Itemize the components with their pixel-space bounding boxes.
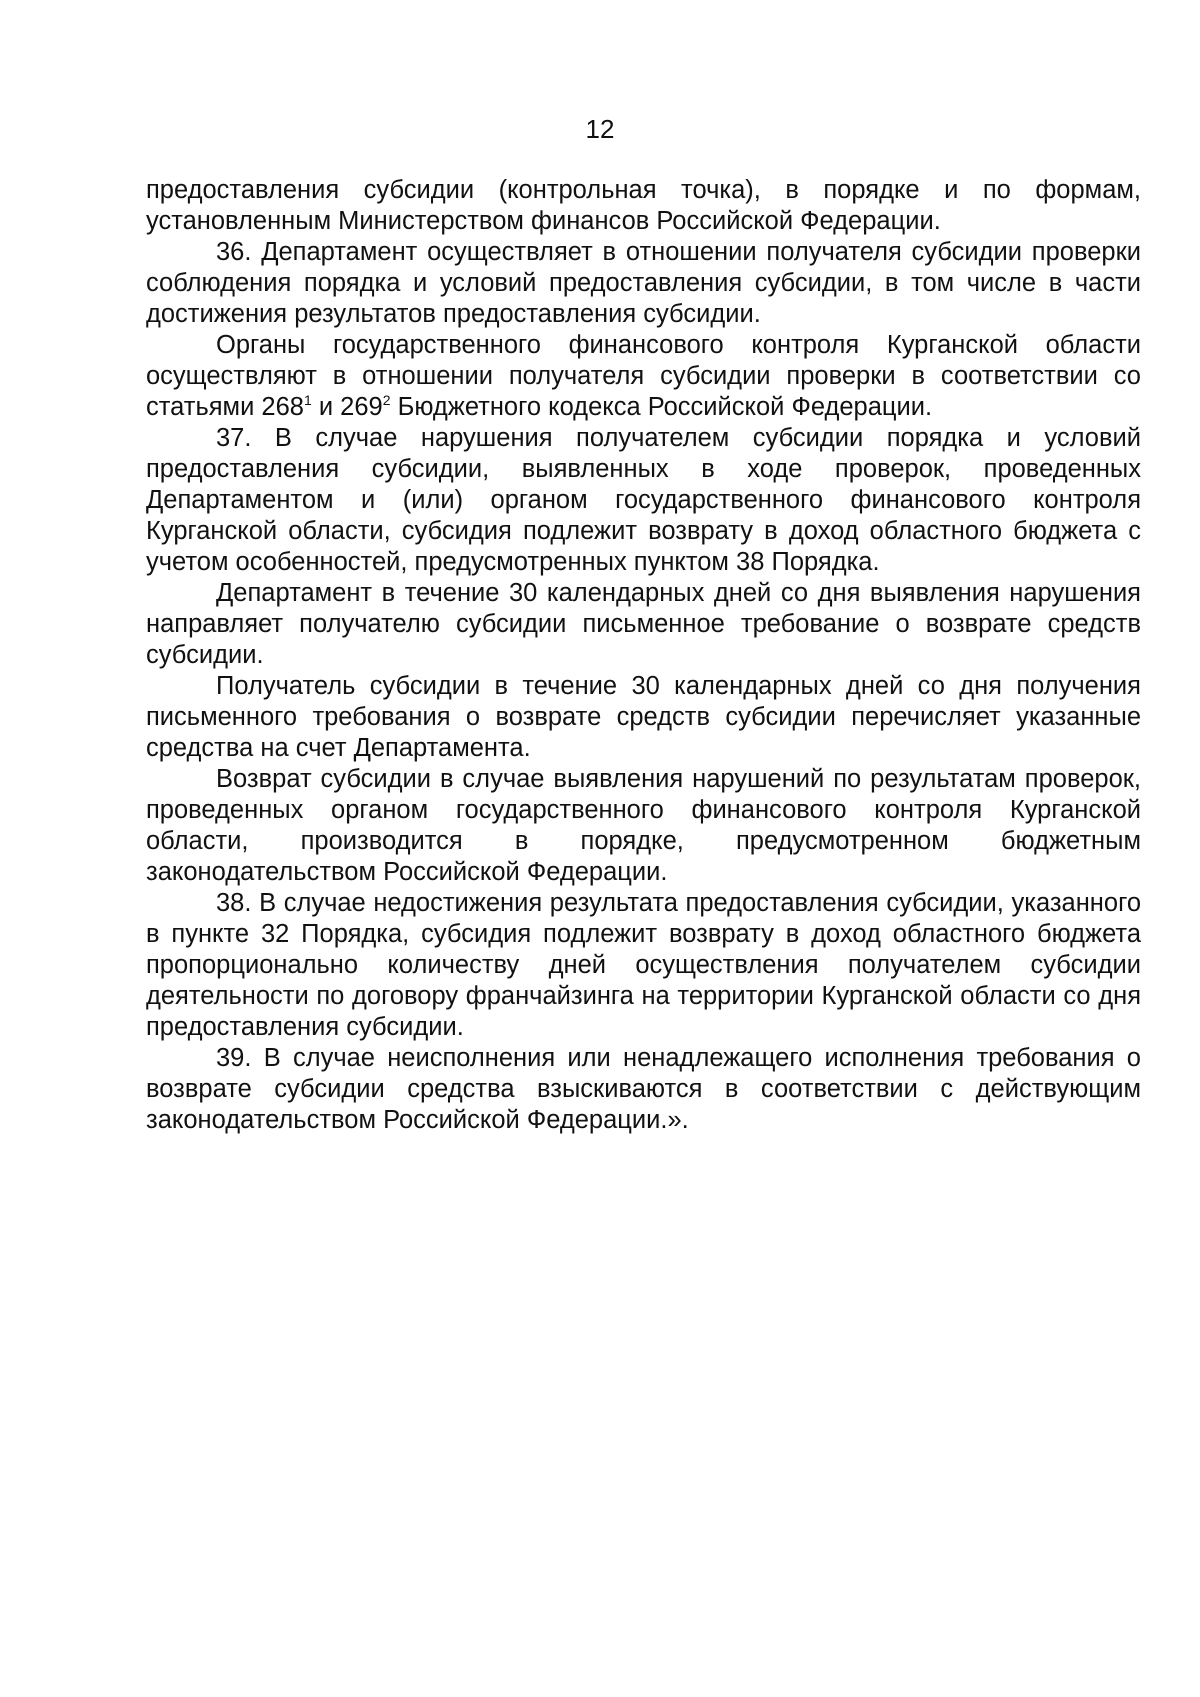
paragraph-refund-procedure: Возврат субсидии в случае выявления нарушений по результатам проверок, проведенных органом государственного финансового контроля Курганской области, производится в порядке, предусмотренном бюджетным законодательством Российской Федерации. [146, 765, 1141, 886]
paragraph-item-37: 37. В случае нарушения получателем субсидии порядка и условий предоставления субсидии, выявленных в ходе проверок, проведенных Департаментом и (или) органом государственного финансового контроля Курганской области, субсидия подлежит возврату в доход областного бюджета с учетом особенностей, предусмотренных пунктом 38 Порядка. [146, 424, 1141, 576]
superscript-1: 1 [303, 392, 312, 408]
superscript-2: 2 [382, 392, 391, 408]
document-body [146, 175, 1141, 1136]
paragraph-department-notice: Департамент в течение 30 календарных дней со дня выявления нарушения направляет получателю субсидии письменное требование о возврате средств субсидии. [146, 579, 1141, 669]
paragraph-item-38: 38. В случае недостижения результата предоставления субсидии, указанного в пункте 32 Порядка, субсидия подлежит возврату в доход областного бюджета пропорционально количеству дней осуществления получателем субсидии деятельности по договору франчайзинга на территории Курганской области со дня предоставления субсидии. [146, 889, 1141, 1041]
paragraph-control-bodies-text-3: Бюджетного кодекса Российской Федерации. [390, 393, 933, 421]
paragraph-item-36: 36. Департамент осуществляет в отношении получателя субсидии проверки соблюдения порядка и условий предоставления субсидии, в том числе в части достижения результатов предоставления субсидии. [146, 238, 1141, 328]
paragraph-item-39: 39. В случае неисполнения или ненадлежащего исполнения требования о возврате субсидии средства взыскиваются в соответствии с действующим законодательством Российской Федерации.». [146, 1044, 1141, 1134]
page-number: 12 [585, 114, 615, 144]
paragraph-control-bodies-text-1: Органы государственного финансового контроля Курганской области осуществляют в отношении получателя субсидии проверки в соответствии со статьями 268 [146, 331, 1141, 421]
paragraph-control-bodies [146, 330, 1141, 423]
paragraph-recipient-transfer: Получатель субсидии в течение 30 календарных дней со дня получения письменного требования о возврате средств субсидии перечисляет указанные средства на счет Департамента. [146, 672, 1141, 762]
paragraph-control-bodies-text-2: и 269 [311, 393, 383, 421]
paragraph-continuation: предоставления субсидии (контрольная точка), в порядке и по формам, установленным Министерством финансов Российской Федерации. [146, 176, 1141, 235]
